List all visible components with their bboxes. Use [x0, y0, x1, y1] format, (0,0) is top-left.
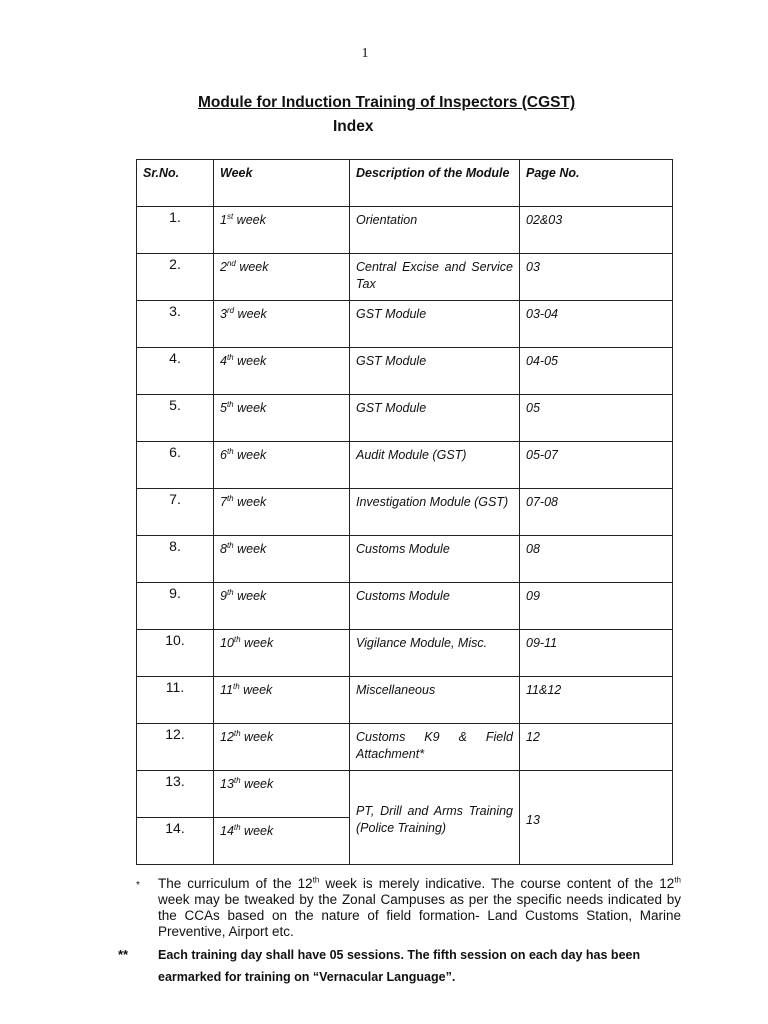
week-label: week — [240, 777, 274, 791]
table-row — [137, 395, 673, 442]
document-subtitle: Index — [333, 118, 374, 135]
footnote-sup: th — [312, 875, 320, 885]
week-ordinal-suffix: th — [232, 681, 240, 691]
week-number: 7 — [220, 495, 227, 509]
header-sr-no: Sr.No. — [137, 160, 214, 207]
week-ordinal-suffix: th — [233, 822, 241, 832]
footnote-curriculum — [136, 876, 681, 940]
week-label: week — [240, 730, 274, 744]
week-number: 2 — [220, 260, 227, 274]
cell-page-no: 04-05 — [520, 348, 673, 395]
week-label: week — [233, 542, 267, 556]
week-label: week — [239, 683, 273, 697]
footnote-text-part: The curriculum of the 12 — [158, 876, 313, 891]
week-ordinal-suffix: rd — [226, 305, 235, 315]
table-row — [137, 489, 673, 536]
week-number: 6 — [220, 448, 227, 462]
footnote-double-asterisk: ** — [118, 947, 129, 962]
week-label: week — [240, 636, 274, 650]
week-label: week — [233, 213, 266, 227]
week-number: 3 — [220, 307, 227, 321]
cell-week — [214, 677, 350, 724]
footnote-curriculum-text — [136, 876, 681, 940]
cell-sr-no: 7. — [137, 489, 214, 536]
week-ordinal-suffix: st — [226, 211, 234, 221]
week-ordinal-suffix: th — [226, 540, 234, 550]
footnote-text-part: week is merely indicative. The course content of the 12 — [319, 876, 675, 891]
cell-sr-no: 10. — [137, 630, 214, 677]
week-label: week — [233, 448, 267, 462]
week-number: 12 — [220, 730, 234, 744]
cell-page-no: 12 — [520, 724, 673, 771]
cell-page-no: 08 — [520, 536, 673, 583]
week-ordinal-suffix: th — [226, 399, 234, 409]
table-row — [137, 771, 673, 818]
cell-page-no: 05 — [520, 395, 673, 442]
week-number: 11 — [220, 683, 233, 697]
week-ordinal-suffix: th — [226, 493, 234, 503]
cell-sr-no: 6. — [137, 442, 214, 489]
table-row — [137, 724, 673, 771]
footnote-asterisk: * — [136, 880, 140, 891]
week-ordinal-suffix: nd — [226, 258, 236, 268]
cell-description: Customs Module — [350, 583, 520, 630]
cell-sr-no: 13. — [137, 771, 214, 818]
week-number: 4 — [220, 354, 227, 368]
footnote-sessions-text: Each training day shall have 05 sessions. The fifth session on each day has been earmarked for training on “Vernacular Language”. — [158, 948, 641, 984]
cell-sr-no: 9. — [137, 583, 214, 630]
cell-sr-no: 11. — [137, 677, 214, 724]
cell-sr-no: 8. — [137, 536, 214, 583]
week-number: 8 — [220, 542, 227, 556]
cell-description: GST Module — [350, 301, 520, 348]
header-page-no: Page No. — [520, 160, 673, 207]
cell-page-no: 11&12 — [520, 677, 673, 724]
footnote-sup: th — [674, 875, 681, 885]
week-label: week — [234, 307, 267, 321]
cell-week — [214, 348, 350, 395]
week-ordinal-suffix: th — [226, 446, 234, 456]
week-label: week — [233, 401, 267, 415]
table-header-row — [137, 160, 673, 207]
cell-page-no-merged: 13 — [520, 771, 673, 865]
table-row — [137, 442, 673, 489]
week-number: 1 — [220, 213, 227, 227]
cell-week — [214, 724, 350, 771]
cell-sr-no: 2. — [137, 254, 214, 301]
cell-sr-no: 1. — [137, 207, 214, 254]
footnote-text-part: week may be tweaked by the Zonal Campuses as per the specific needs indicated by the CCAs based on the nature of field formation- Land Customs Station, Marine Preventive, Airport etc. — [158, 892, 681, 939]
week-number: 5 — [220, 401, 227, 415]
cell-week — [214, 818, 350, 865]
week-ordinal-suffix: th — [233, 634, 241, 644]
week-label: week — [233, 495, 267, 509]
week-label: week — [240, 824, 274, 838]
week-ordinal-suffix: th — [233, 728, 241, 738]
table-row — [137, 677, 673, 724]
cell-week — [214, 583, 350, 630]
cell-page-no: 05-07 — [520, 442, 673, 489]
cell-week — [214, 301, 350, 348]
table-row — [137, 630, 673, 677]
cell-page-no: 09-11 — [520, 630, 673, 677]
week-ordinal-suffix: th — [226, 587, 234, 597]
cell-sr-no: 12. — [137, 724, 214, 771]
index-table — [136, 159, 673, 865]
cell-page-no: 03-04 — [520, 301, 673, 348]
cell-sr-no: 3. — [137, 301, 214, 348]
cell-week — [214, 442, 350, 489]
cell-page-no: 02&03 — [520, 207, 673, 254]
cell-week — [214, 489, 350, 536]
week-number: 14 — [220, 824, 234, 838]
footnote-sessions — [118, 944, 681, 988]
cell-description: Audit Module (GST) — [350, 442, 520, 489]
cell-page-no: 09 — [520, 583, 673, 630]
table-row — [137, 536, 673, 583]
cell-description: Customs K9 & Field Attachment* — [350, 724, 520, 771]
cell-description: GST Module — [350, 348, 520, 395]
page-number: 1 — [361, 46, 369, 61]
week-number: 13 — [220, 777, 234, 791]
week-ordinal-suffix: th — [233, 775, 241, 785]
cell-description: GST Module — [350, 395, 520, 442]
week-label: week — [233, 589, 267, 603]
week-label: week — [235, 260, 269, 274]
cell-description: Vigilance Module, Misc. — [350, 630, 520, 677]
week-number: 9 — [220, 589, 227, 603]
cell-page-no: 07-08 — [520, 489, 673, 536]
week-ordinal-suffix: th — [226, 352, 234, 362]
table-row — [137, 254, 673, 301]
cell-description: Central Excise and Service Tax — [350, 254, 520, 301]
table-row — [137, 348, 673, 395]
cell-sr-no: 4. — [137, 348, 214, 395]
cell-description: Orientation — [350, 207, 520, 254]
cell-week — [214, 395, 350, 442]
table-row — [137, 207, 673, 254]
cell-week — [214, 207, 350, 254]
header-week: Week — [214, 160, 350, 207]
document-title: Module for Induction Training of Inspectors (CGST) — [198, 94, 576, 111]
cell-sr-no: 14. — [137, 818, 214, 865]
cell-description-merged: PT, Drill and Arms Training (Police Training) — [350, 771, 520, 865]
table-row — [137, 301, 673, 348]
cell-description: Customs Module — [350, 536, 520, 583]
header-description: Description of the Module — [350, 160, 520, 207]
cell-week — [214, 254, 350, 301]
cell-week — [214, 630, 350, 677]
week-label: week — [233, 354, 267, 368]
cell-description: Investigation Module (GST) — [350, 489, 520, 536]
cell-sr-no: 5. — [137, 395, 214, 442]
cell-week — [214, 771, 350, 818]
table-row — [137, 583, 673, 630]
week-number: 10 — [220, 636, 234, 650]
cell-week — [214, 536, 350, 583]
cell-description: Miscellaneous — [350, 677, 520, 724]
cell-page-no: 03 — [520, 254, 673, 301]
table-body — [137, 207, 673, 865]
